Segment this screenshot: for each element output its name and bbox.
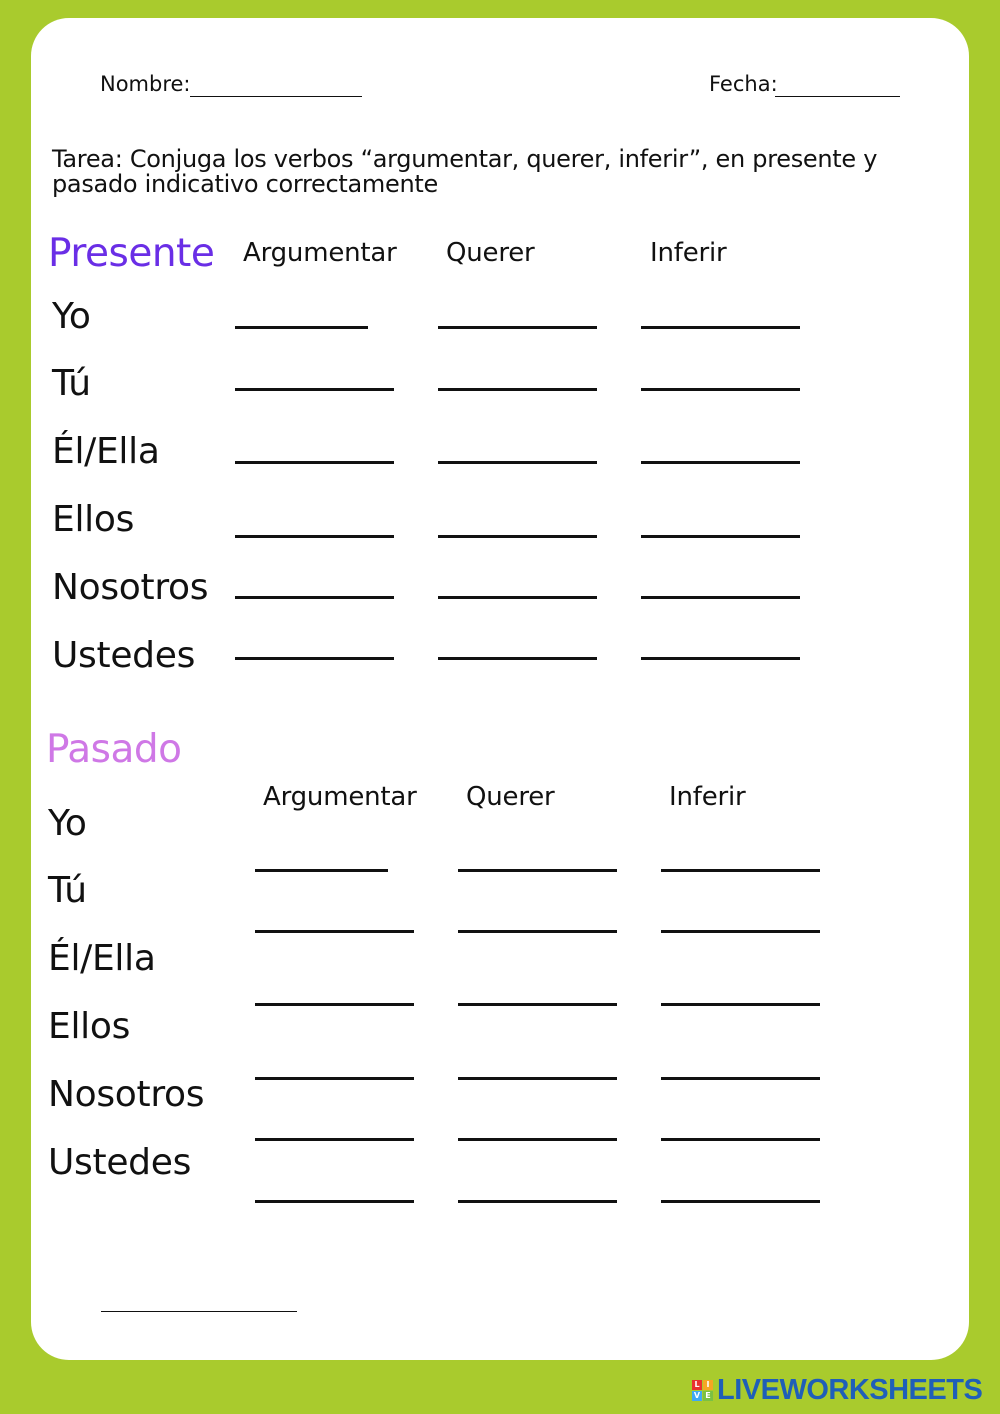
pasado-nosotros-inferir-blank[interactable] — [661, 1138, 820, 1141]
presente-tu-argumentar-blank[interactable] — [235, 388, 394, 391]
pasado-pronoun-ustedes: Ustedes — [48, 1142, 192, 1183]
pasado-pronoun-tu: Tú — [48, 870, 87, 911]
pasado-ellos-argumentar-blank[interactable] — [255, 1077, 414, 1080]
pasado-el-inferir-blank[interactable] — [661, 1003, 820, 1006]
presente-ellos-argumentar-blank[interactable] — [235, 535, 394, 538]
liveworksheets-icon — [692, 1380, 713, 1401]
presente-ustedes-inferir-blank[interactable] — [641, 657, 800, 660]
pasado-nosotros-argumentar-blank[interactable] — [255, 1138, 414, 1141]
presente-col-inferir: Inferir — [650, 238, 727, 268]
pasado-tu-inferir-blank[interactable] — [661, 930, 820, 933]
presente-ustedes-argumentar-blank[interactable] — [235, 657, 394, 660]
name-field[interactable] — [190, 96, 362, 97]
presente-yo-querer-blank[interactable] — [438, 326, 597, 329]
name-label: Nombre: — [100, 72, 191, 96]
presente-title: Presente — [48, 231, 215, 276]
presente-ustedes-querer-blank[interactable] — [438, 657, 597, 660]
presente-nosotros-querer-blank[interactable] — [438, 596, 597, 599]
logo-letter-l: L — [692, 1380, 702, 1390]
presente-col-querer: Querer — [446, 238, 535, 268]
presente-nosotros-inferir-blank[interactable] — [641, 596, 800, 599]
presente-el-querer-blank[interactable] — [438, 461, 597, 464]
pasado-col-querer: Querer — [466, 782, 555, 812]
pasado-ustedes-querer-blank[interactable] — [458, 1200, 617, 1203]
pasado-col-inferir: Inferir — [669, 782, 746, 812]
pasado-ustedes-argumentar-blank[interactable] — [255, 1200, 414, 1203]
date-label: Fecha: — [709, 72, 778, 96]
pasado-nosotros-querer-blank[interactable] — [458, 1138, 617, 1141]
presente-el-inferir-blank[interactable] — [641, 461, 800, 464]
presente-pronoun-nosotros: Nosotros — [52, 567, 209, 608]
task-instructions: Tarea: Conjuga los verbos “argumentar, querer, inferir”, en presente y pasado indicativo correctamente — [52, 145, 878, 198]
presente-yo-argumentar-blank[interactable] — [235, 326, 368, 329]
pasado-yo-inferir-blank[interactable] — [661, 869, 820, 872]
presente-pronoun-ellos: Ellos — [52, 499, 135, 540]
logo-letter-v: V — [693, 1390, 701, 1400]
presente-pronoun-el-ella: Él/Ella — [52, 431, 160, 472]
pasado-pronoun-ellos: Ellos — [48, 1006, 131, 1047]
liveworksheets-logo — [692, 1375, 982, 1405]
pasado-yo-argumentar-blank[interactable] — [255, 869, 388, 872]
logo-letter-i: I — [703, 1380, 713, 1390]
pasado-tu-argumentar-blank[interactable] — [255, 930, 414, 933]
presente-ellos-inferir-blank[interactable] — [641, 535, 800, 538]
presente-pronoun-yo: Yo — [52, 296, 91, 337]
pasado-el-querer-blank[interactable] — [458, 1003, 617, 1006]
date-field[interactable] — [775, 96, 900, 97]
pasado-pronoun-el-ella: Él/Ella — [48, 938, 156, 979]
pasado-tu-querer-blank[interactable] — [458, 930, 617, 933]
pasado-ellos-inferir-blank[interactable] — [661, 1077, 820, 1080]
presente-tu-inferir-blank[interactable] — [641, 388, 800, 391]
signature-line — [101, 1311, 297, 1312]
pasado-col-argumentar: Argumentar — [263, 782, 417, 812]
presente-pronoun-ustedes: Ustedes — [52, 635, 196, 676]
presente-tu-querer-blank[interactable] — [438, 388, 597, 391]
brand-name: LIVEWORKSHEETS — [717, 1373, 983, 1406]
presente-yo-inferir-blank[interactable] — [641, 326, 800, 329]
presente-ellos-querer-blank[interactable] — [438, 535, 597, 538]
pasado-title: Pasado — [46, 727, 182, 772]
pasado-yo-querer-blank[interactable] — [458, 869, 617, 872]
pasado-pronoun-nosotros: Nosotros — [48, 1074, 205, 1115]
pasado-pronoun-yo: Yo — [48, 803, 87, 844]
presente-nosotros-argumentar-blank[interactable] — [235, 596, 394, 599]
pasado-ustedes-inferir-blank[interactable] — [661, 1200, 820, 1203]
pasado-ellos-querer-blank[interactable] — [458, 1077, 617, 1080]
presente-pronoun-tu: Tú — [52, 363, 91, 404]
presente-col-argumentar: Argumentar — [243, 238, 397, 268]
pasado-el-argumentar-blank[interactable] — [255, 1003, 414, 1006]
presente-el-argumentar-blank[interactable] — [235, 461, 394, 464]
logo-letter-e: E — [703, 1391, 713, 1401]
